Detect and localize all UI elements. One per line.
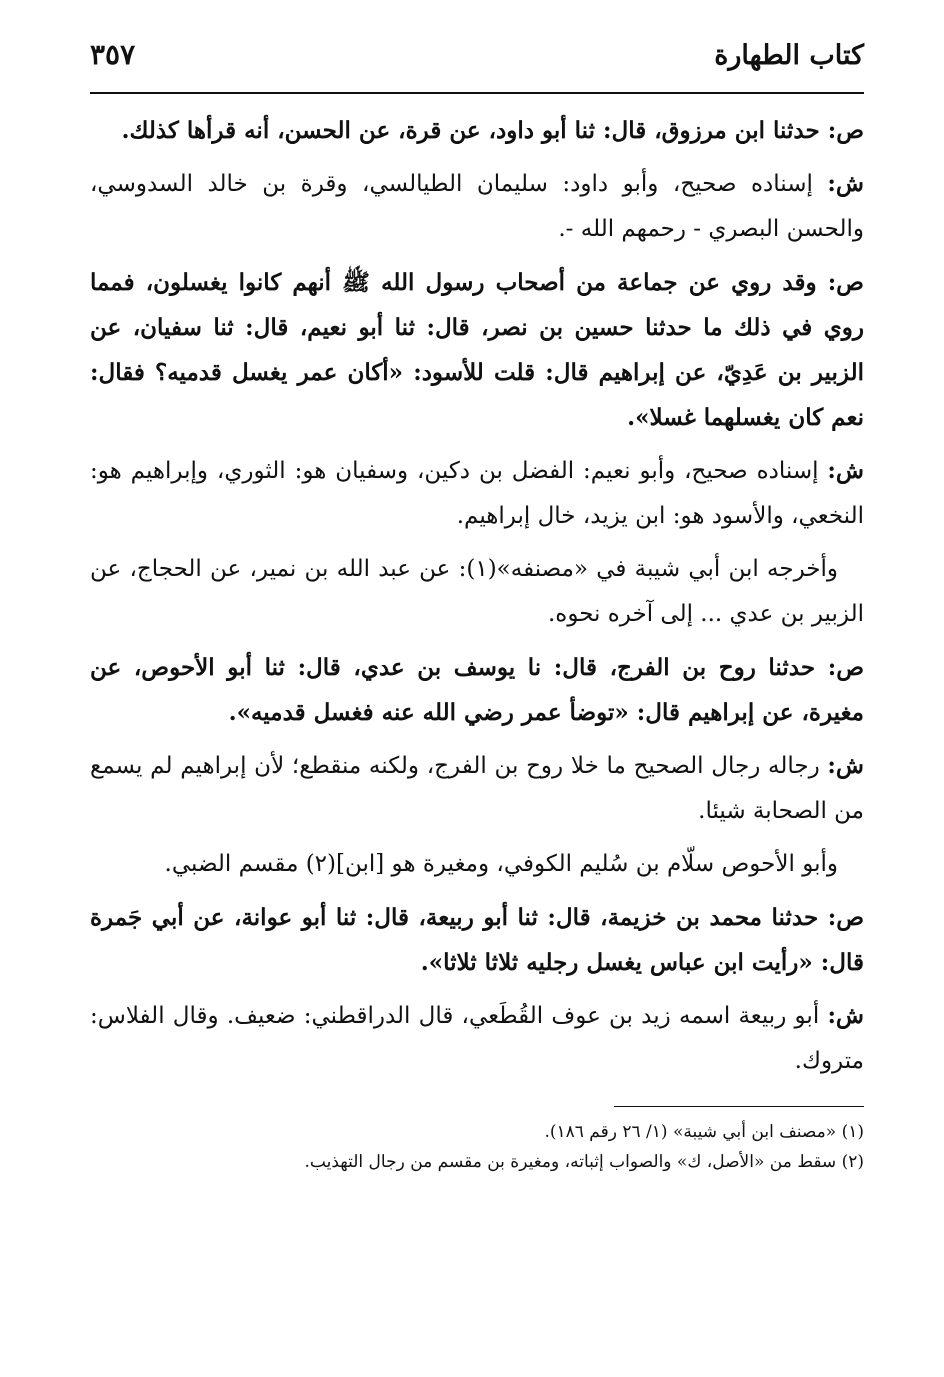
main-text bbox=[90, 108, 864, 1084]
paragraph-text: وأخرجه ابن أبي شيبة في «مصنفه»(١): عن عبد الله بن نمير، عن الحجاج، عن الزبير بن عدي ... إلى آخره نحوه. bbox=[90, 556, 864, 627]
paragraph-marker: ش: bbox=[827, 1002, 865, 1029]
text-paragraph bbox=[90, 161, 864, 252]
paragraph-text: إسناده صحيح، وأبو نعيم: الفضل بن دكين، وسفيان هو: الثوري، وإبراهيم هو: النخعي، والأسود هو: ابن يزيد، خال إبراهيم. bbox=[90, 458, 864, 529]
text-paragraph bbox=[90, 842, 864, 887]
paragraph-marker: ش: bbox=[827, 752, 864, 779]
paragraph-marker: ص: bbox=[827, 117, 864, 144]
text-paragraph bbox=[90, 743, 864, 834]
text-paragraph bbox=[90, 547, 864, 637]
text-paragraph bbox=[90, 260, 864, 440]
paragraph-marker: ص: bbox=[827, 904, 864, 931]
paragraph-marker: ش: bbox=[827, 170, 864, 197]
text-paragraph bbox=[90, 993, 864, 1084]
book-title: كتاب الطهارة bbox=[714, 40, 864, 71]
footnotes bbox=[90, 1117, 864, 1177]
paragraph-text: أبو ربيعة اسمه زيد بن عوف القُطَعي، قال الدراقطني: ضعيف. وقال الفلاس: متروك. bbox=[90, 1003, 864, 1074]
text-paragraph bbox=[90, 645, 864, 735]
footnote-divider bbox=[614, 1106, 864, 1107]
paragraph-marker: ص: bbox=[827, 269, 864, 296]
paragraph-text: إسناده صحيح، وأبو داود: سليمان الطيالسي، وقرة بن خالد السدوسي، والحسن البصري - رحمهم الله -. bbox=[90, 171, 864, 242]
page-header bbox=[90, 38, 864, 94]
book-page bbox=[90, 38, 864, 1337]
paragraph-marker: ص: bbox=[827, 654, 864, 681]
text-paragraph bbox=[90, 108, 864, 153]
paragraph-text: حدثنا ابن مرزوق، قال: ثنا أبو داود، عن قرة، عن الحسن، أنه قرأها كذلك. bbox=[121, 117, 820, 144]
text-paragraph bbox=[90, 895, 864, 985]
text-paragraph bbox=[90, 448, 864, 539]
paragraph-text: رجاله رجال الصحيح ما خلا روح بن الفرج، ولكنه منقطع؛ لأن إبراهيم لم يسمع من الصحابة شيئا. bbox=[90, 753, 864, 824]
paragraph-text: حدثنا محمد بن خزيمة، قال: ثنا أبو ربيعة، قال: ثنا أبو عوانة، عن أبي جَمرة قال: «رأيت ابن عباس يغسل رجليه ثلاثا ثلاثا». bbox=[90, 904, 864, 976]
paragraph-text: وقد روي عن جماعة من أصحاب رسول الله ﷺ أنهم كانوا يغسلون، فمما روي في ذلك ما حدثنا حسين بن نصر، قال: ثنا أبو نعيم، قال: ثنا سفيان، عن الزبير بن عَدِيّ، عن إبراهيم قال: قلت للأسود: «أكان عمر يغسل قدميه؟ فقال: نعم كان يغسلهما غسلا». bbox=[90, 269, 864, 431]
paragraph-text: وأبو الأحوص سلّام بن سُليم الكوفي، ومغيرة هو [ابن](٢) مقسم الضبي. bbox=[164, 851, 838, 877]
paragraph-text: حدثنا روح بن الفرج، قال: نا يوسف بن عدي، قال: ثنا أبو الأحوص، عن مغيرة، عن إبراهيم قال: «توضأ عمر رضي الله عنه فغسل قدميه». bbox=[90, 654, 864, 726]
paragraph-marker: ش: bbox=[827, 457, 864, 484]
footnote: (٢) سقط من «الأصل، ك» والصواب إثباته، ومغيرة بن مقسم من رجال التهذيب. bbox=[304, 1152, 864, 1172]
page-number: ٣٥٧ bbox=[90, 38, 136, 71]
footnote: (١) «مصنف ابن أبي شيبة» (١/ ٢٦ رقم ١٨٦). bbox=[544, 1122, 864, 1142]
